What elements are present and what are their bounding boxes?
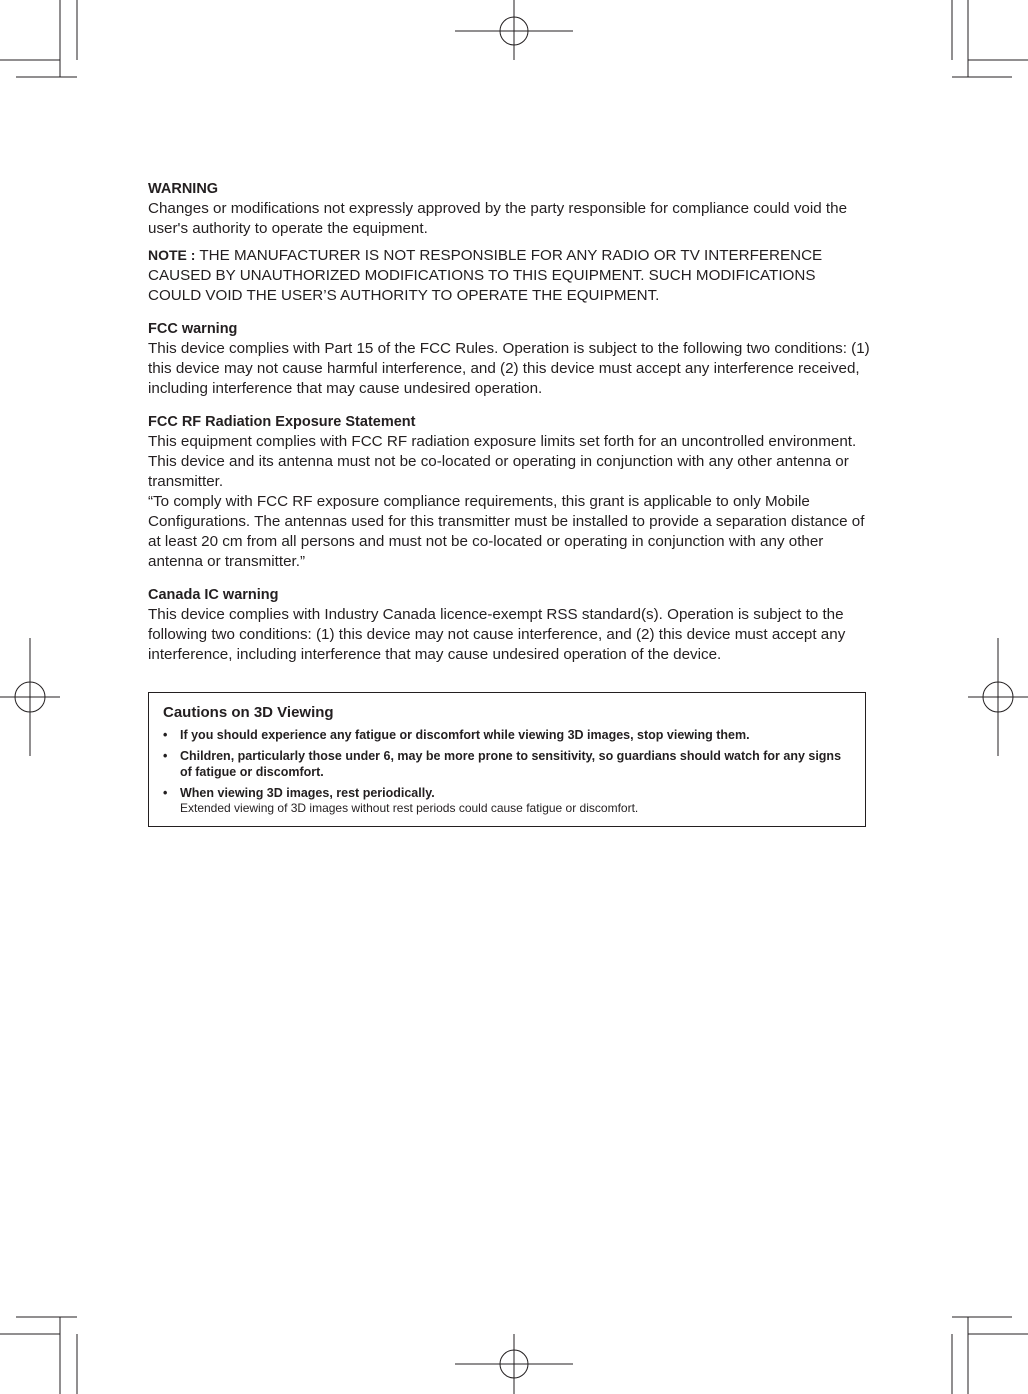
bullet-icon: • (163, 786, 168, 800)
fcc-rf-title: FCC RF Radiation Exposure Statement (148, 414, 416, 430)
bullet-icon: • (163, 728, 168, 742)
fcc-warning-title: FCC warning (148, 321, 238, 337)
caution-item-text: Children, particularly those under 6, may be more prone to sensitivity, so guardians should watch for any signs of fatigue or discomfort. (180, 749, 842, 779)
caution-item (163, 727, 851, 743)
canada-ic-text: This device complies with Industry Canada licence-exempt RSS standard(s). Operation is subject to the following two conditions: (1) this device may not cause interference, and (2) this device must accept any interference, including interference that may cause undesired operation of the device. (148, 606, 846, 663)
caution-item-text: If you should experience any fatigue or discomfort while viewing 3D images, stop viewing them. (180, 728, 750, 742)
note-text: THE MANUFACTURER IS NOT RESPONSIBLE FOR ANY RADIO OR TV INTERFERENCE CAUSED BY UNAUTHORIZED MODIFICATIONS TO THIS EQUIPMENT. SUCH MODIFICATIONS COULD VOID THE USER’S AUTHORITY TO OPERATE THE EQUIPMENT. (148, 247, 823, 304)
fcc-warning-section (148, 319, 870, 399)
canada-ic-section (148, 585, 870, 665)
caution-item (163, 748, 851, 780)
note-label: NOTE : (148, 247, 196, 263)
cautions-3d-box (148, 692, 866, 827)
fcc-rf-text-2: “To comply with FCC RF exposure compliance requirements, this grant is applicable to only Mobile Configurations. The antennas used for this transmitter must be installed to provide a separation distance of at least 20 cm from all persons and must not be co-located or operating in conjunction with any other antenna or transmitter.” (148, 493, 865, 570)
regulatory-content (148, 179, 870, 678)
warning-section (148, 179, 870, 239)
fcc-warning-text: This device complies with Part 15 of the FCC Rules. Operation is subject to the following two conditions: (1) this device may not cause harmful interference, and (2) this device must accept any interference received, including interference that may cause undesired operation. (148, 340, 870, 397)
canada-ic-title: Canada IC warning (148, 587, 279, 603)
warning-text: Changes or modifications not expressly approved by the party responsible for compliance could void the user's authority to operate the equipment. (148, 200, 848, 237)
fcc-rf-section (148, 412, 870, 572)
caution-item-text: When viewing 3D images, rest periodically. (180, 786, 435, 800)
caution-item-subtext: Extended viewing of 3D images without rest periods could cause fatigue or discomfort. (180, 801, 639, 815)
caution-item-body (180, 785, 638, 816)
cautions-title: Cautions on 3D Viewing (163, 704, 334, 721)
warning-title: WARNING (148, 181, 219, 197)
bullet-icon: • (163, 749, 168, 763)
caution-item (163, 785, 851, 816)
fcc-rf-text-1: This equipment complies with FCC RF radiation exposure limits set forth for an uncontrolled environment. This device and its antenna must not be co-located or operating in conjunction with any other antenna or transmitter. (148, 433, 857, 490)
note-section (148, 245, 870, 306)
